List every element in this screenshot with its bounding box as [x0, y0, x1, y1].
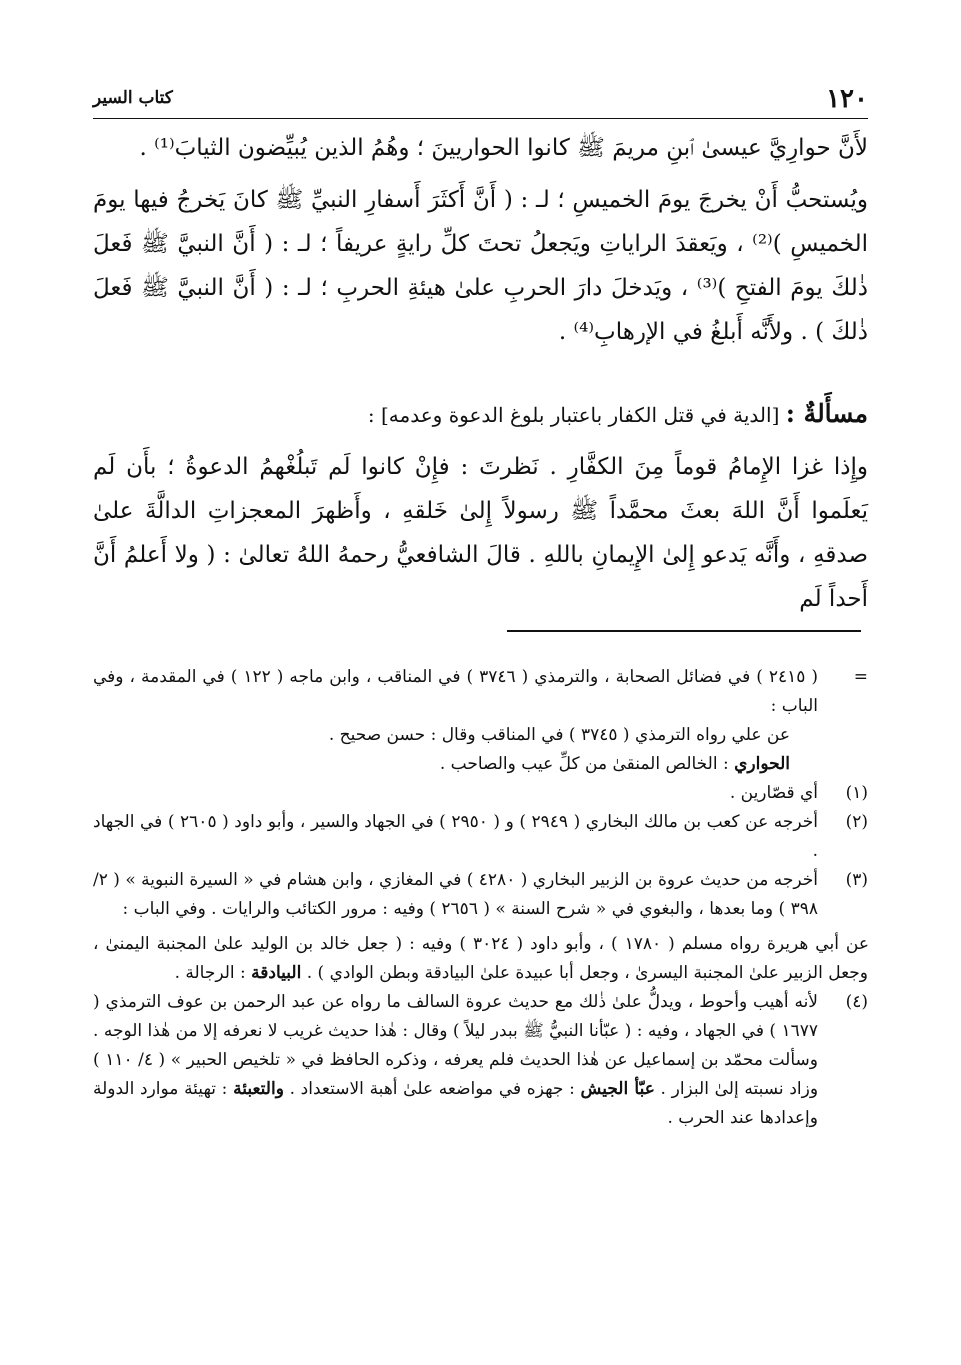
- footnote-marker: =: [853, 667, 868, 687]
- page-number: ١٢٠: [826, 84, 868, 114]
- defined-term: والتعبئة: [233, 1079, 284, 1099]
- footnote-4: [93, 988, 868, 1133]
- footnote-marker: (٢): [845, 812, 868, 832]
- footnote-marker: (٣): [845, 870, 868, 890]
- footnote-text: أخرجه عن كعب بن مالك البخاري ( ٢٩٤٩ ) و ( ٢٩٥٠ ) في الجهاد والسير ، وأبو داود ( ٢٦٠٥ ) في الجهاد .: [93, 812, 819, 861]
- paragraph: لأَنَّ حوارِيَّ عيسىٰ ٱبنِ مريمَ ﷺ كانوا الحواريينَ ؛ وهُمُ الذين يُبيِّضون الثيابَ⁽¹⁾ .: [139, 135, 868, 161]
- footnote-text: عن علي رواه الترمذي ( ٣٧٤٥ ) في المناقب وقال : حسن صحيح .: [328, 725, 790, 745]
- footnote-marker: (١): [845, 783, 868, 803]
- paragraph: وإِذا غزا الإِمامُ قوماً مِنَ الكفَّارِ . نَظرتَ : فإِنْ كانوا لَم تَبلُغْهمُ الدعوةُ ؛ بأَن لَم يَعلَموا أَنَّ اللهَ بعثَ محمَّداً ﷺ رسولاً إِلىٰ خَلقهِ ، وأَظهرَ المعجزاتِ الدالَّةَ علىٰ صدقهِ ، وأَنَّه يَدعو إِلىٰ الإِيمانِ باللهِ . قالَ الشافعيُّ رحمهُ اللهُ تعالىٰ : ( ولا أَعلمُ أَنَّ أَحداً لَم: [93, 454, 868, 612]
- footnote-text: أخرجه من حديث عروة بن الزبير البخاري ( ٤٢٨٠ ) في المغازي ، وابن هشام في « السيرة النبوية » ( ٢/ ٣٩٨ ) وما بعدها ، والبغوي في « شرح السنة » ( ٢٦٥٦ ) وفيه : مرور الكتائب والرايات . وفي الباب :: [93, 870, 818, 919]
- footnote-2: [93, 808, 868, 866]
- footnote-continuation: [93, 663, 868, 779]
- footnote-1: [93, 779, 868, 808]
- issue-label: مسأَلةٌ :: [785, 399, 868, 428]
- footnote-marker: (٤): [845, 992, 868, 1012]
- definition: : الخالص المنقىٰ من كلِّ عيب والصاحب .: [439, 754, 735, 774]
- book-title: كتاب السير: [93, 88, 173, 108]
- footnote-text: لأنه أهيب وأحوط ، ويدلُّ علىٰ ذٰلك مع حديث عروة السالف ما رواه عن عبد الرحمن بن عوف الترمذي ( ١٦٧٧ ) في الجهاد ، وفيه : ( عبّأنا النبيُّ ﷺ ببدر ليلاً ) وقال : هٰذا حديث غريب لا نعرفه إلا من هٰذا الوجه . وسألت محمّد بن إسماعيل عن هٰذا الحديث فلم يعرفه ، وذكره الحافظ في « تلخيص الحبير » ( ٤/ ١١٠ ) وزاد نسبته إلىٰ البزار .: [93, 992, 819, 1099]
- footnote-3: [93, 866, 868, 924]
- footnote-definition: [93, 750, 818, 779]
- defined-term: الحواري: [734, 754, 790, 774]
- page-header: [93, 82, 868, 119]
- main-text: [93, 126, 868, 621]
- definition: : تهيئة موارد الدولة وإعدادها عند الحرب .: [93, 1079, 818, 1128]
- footnote-text: أي قصّارين .: [729, 783, 818, 803]
- issue-heading: [93, 392, 868, 437]
- paragraph: ويُستحبُّ أَنْ يخرجَ يومَ الخميسِ ؛ لـ : ( أَنَّ أَكثَرَ أَسفارِ النبيِّ ﷺ كانَ يَخرجُ فيها يومَ الخميسِ )⁽²⁾ ، ويَعقدَ الراياتِ ويَجعلُ تحتَ كلِّ رايةٍ عريفاً ؛ لـ : ( أَنَّ النبيَّ ﷺ فَعلَ ذٰلكَ يومَ الفتحِ )⁽³⁾ ، ويَدخلَ دارَ الحربِ علىٰ هيئةِ الحربِ ؛ لـ : ( أَنَّ النبيَّ ﷺ فَعلَ ذٰلكَ ) . ولأَنَّه أَبلغُ في الإرهابِ⁽⁴⁾ .: [93, 187, 868, 345]
- footnote-divider: [507, 630, 861, 632]
- definition: : جهزه في مواضعه علىٰ أهبة الاستعداد .: [289, 1079, 581, 1099]
- defined-term: البيادقة: [251, 963, 302, 983]
- issue-title: [الدية في قتل الكفار باعتبار بلوغ الدعوة وعدمه] :: [367, 403, 780, 427]
- footnote-3-continuation: [93, 930, 868, 988]
- footnotes: [93, 663, 868, 1133]
- footnote-text: عن أبي هريرة رواه مسلم ( ١٧٨٠ ) ، وأبو داود ( ٣٠٢٤ ) وفيه : ( جعل خالد بن الوليد علىٰ المجنبة اليمنىٰ ، وجعل الزبير علىٰ المجنبة اليسرىٰ ، وجعل أبا عبيدة علىٰ البيادقة وبطن الوادي ) .: [93, 934, 869, 983]
- defined-term: عبّأ الجيش: [580, 1079, 655, 1099]
- definition: : الرجالة .: [174, 963, 252, 983]
- footnote-text: ( ٢٤١٥ ) في فضائل الصحابة ، والترمذي ( ٣٧٤٦ ) في المناقب ، وابن ماجه ( ١٢٢ ) في المقدمة ، وفي الباب :: [93, 667, 818, 716]
